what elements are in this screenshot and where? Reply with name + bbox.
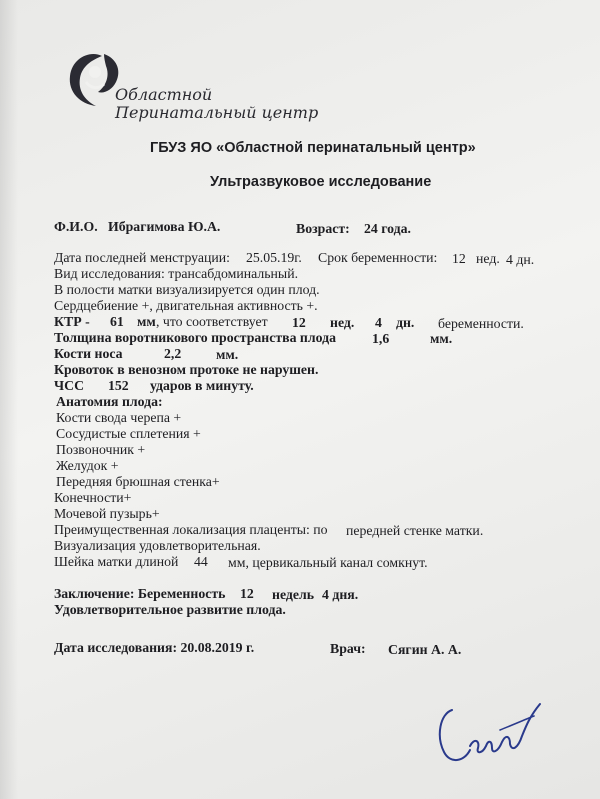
ktr-tail: беременности. — [438, 316, 524, 331]
patient-age-label: Возраст: — [296, 221, 350, 236]
nuchal-unit: мм. — [430, 331, 453, 346]
ktr-days-unit: дн. — [396, 315, 415, 330]
anatomy-item: Передняя брюшная стенка+ — [56, 474, 220, 489]
patient-name: Ибрагимова Ю.А. — [108, 219, 221, 234]
cervix-text: мм, цервикальный канал сомкнут. — [228, 555, 428, 570]
logo-text — [115, 86, 318, 122]
visualization-line: Визуализация удовлетворительная. — [54, 538, 261, 553]
anatomy-item: Конечности+ — [54, 490, 132, 505]
nuchal-value: 1,6 — [372, 331, 390, 346]
cervix-length: 44 — [194, 554, 208, 569]
conclusion-weeks: 12 — [240, 586, 254, 601]
hr-label: ЧСС — [54, 378, 85, 393]
anatomy-item: Желудок + — [56, 458, 119, 473]
cervix-label: Шейка матки длиной — [54, 554, 179, 569]
conclusion-days: 4 дня. — [322, 587, 359, 602]
term-weeks: 12 — [452, 251, 466, 266]
lmp-date: 25.05.19г. — [246, 250, 302, 265]
anatomy-title: Анатомия плода: — [56, 394, 163, 409]
conclusion-weeks-unit: недель — [272, 587, 315, 602]
exam-date: Дата исследования: 20.08.2019 г. — [54, 640, 255, 655]
nasal-value: 2,2 — [164, 346, 182, 361]
hr-unit: ударов в минуту. — [150, 378, 254, 393]
anatomy-item: Позвоночник + — [56, 442, 146, 457]
logo-line-2: Перинатальный центр — [115, 103, 319, 122]
anatomy-item: Мочевой пузырь+ — [54, 506, 160, 521]
nasal-label: Кости носа — [54, 346, 123, 361]
doctor-label: Врач: — [330, 641, 366, 656]
ktr-weeks-unit: нед. — [330, 315, 355, 330]
placenta-location: Преимущественная локализация плаценты: по — [54, 522, 328, 537]
doctor-signature — [430, 690, 550, 775]
exam-type: Вид исследования: трансабдоминальный. — [54, 266, 299, 281]
institution-heading: ГБУЗ ЯО «Областной перинатальный центр» — [150, 140, 476, 156]
term-days: 4 дн. — [506, 252, 535, 267]
patient-age: 24 года. — [364, 221, 411, 236]
anatomy-item: Сосудистые сплетения + — [56, 426, 201, 441]
lmp-label: Дата последней менструации: — [54, 250, 230, 265]
ktr-unit: мм — [137, 314, 156, 329]
document-title: Ультразвуковое исследование — [210, 174, 432, 190]
term-weeks-unit: нед. — [476, 251, 500, 266]
logo-line-1: Областной — [115, 85, 213, 104]
nasal-unit: мм. — [216, 347, 239, 362]
ktr-value: 61 — [110, 314, 124, 329]
conclusion-label: Заключение: Беременность — [54, 586, 226, 601]
term-label: Срок беременности: — [318, 250, 438, 265]
heartbeat-line: Сердцебиение +, двигательная активность +. — [54, 298, 318, 313]
nuchal-label: Толщина воротникового пространства плода — [54, 330, 336, 345]
ktr-days: 4 — [375, 315, 382, 330]
patient-name-label: Ф.И.О. — [54, 219, 98, 234]
ktr-weeks: 12 — [292, 315, 306, 330]
ktr-text: , что соответствует — [156, 314, 268, 329]
placenta-wall: передней стенке матки. — [346, 523, 484, 538]
anatomy-item: Кости свода черепа + — [56, 410, 182, 425]
single-fetus-line: В полости матки визуализируется один плод. — [54, 282, 320, 297]
doctor-name: Сягин А. А. — [388, 642, 462, 657]
conclusion-line-2: Удовлетворительное развитие плода. — [54, 602, 286, 617]
page-shadow — [0, 0, 18, 799]
hr-value: 152 — [108, 378, 129, 393]
venous-flow: Кровоток в венозном протоке не нарушен. — [54, 362, 319, 377]
ktr-label: КТР - — [54, 314, 90, 329]
